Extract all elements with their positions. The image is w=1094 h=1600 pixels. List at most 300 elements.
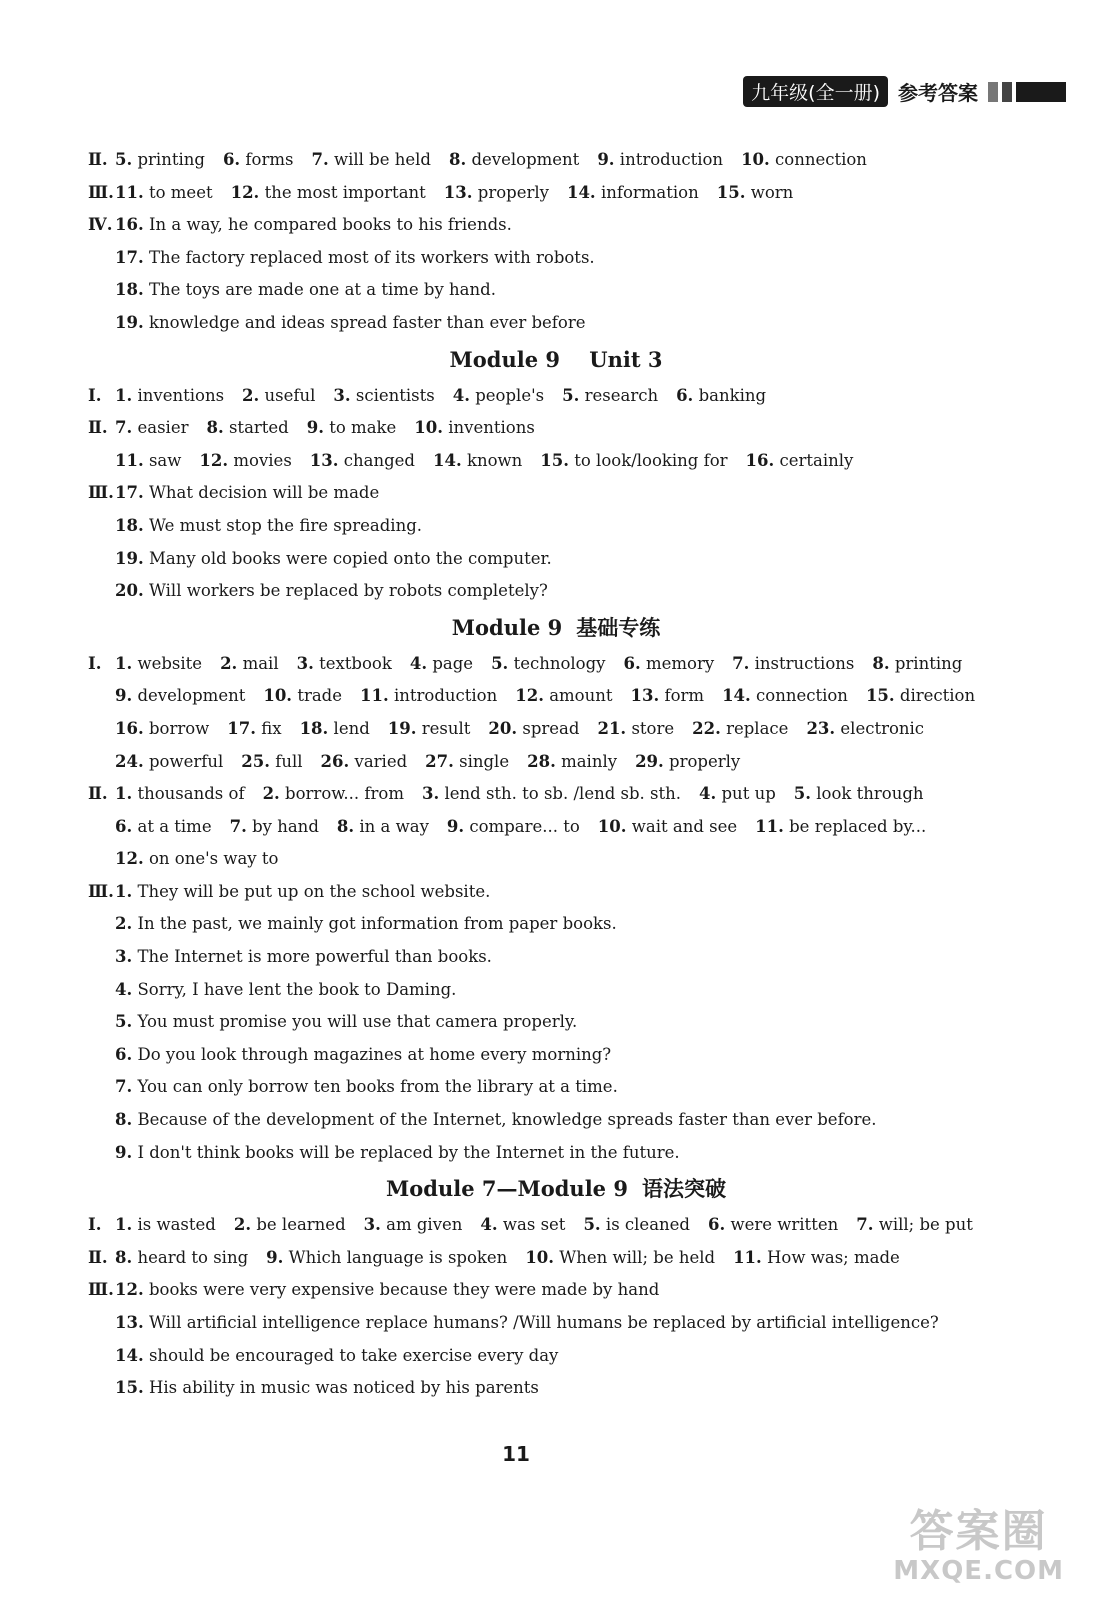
answer-number: 6. <box>676 385 694 405</box>
answer-number: 12. <box>515 686 544 706</box>
answer-item <box>115 307 586 340</box>
answer-item <box>337 811 429 844</box>
answer-text: development <box>471 150 580 169</box>
answer-number: 5. <box>491 653 509 673</box>
answer-text: known <box>466 450 523 470</box>
answer-line <box>88 1209 1054 1242</box>
answer-number: 8. <box>115 1110 133 1130</box>
answer-number: 10. <box>263 686 293 706</box>
answer-text: memory <box>645 653 715 673</box>
answer-number: 19. <box>115 312 144 332</box>
answer-item <box>676 380 766 413</box>
answer-number: 24. <box>115 751 144 771</box>
answer-number: 15. <box>540 450 569 470</box>
answer-number: 27. <box>425 751 454 771</box>
answer-item <box>231 177 426 210</box>
answer-text: was set <box>502 1215 566 1235</box>
answer-number: 7. <box>115 1077 133 1097</box>
answer-item <box>388 713 471 746</box>
answer-line <box>88 1274 1054 1307</box>
answer-item <box>115 941 492 974</box>
answer-text: lend <box>333 718 370 738</box>
deco-square <box>1002 82 1012 102</box>
answer-item <box>597 713 674 746</box>
answer-number: 20. <box>488 718 518 738</box>
answer-number: 9. <box>115 686 133 706</box>
answer-text: thousands of <box>137 784 245 804</box>
answer-item <box>115 380 224 413</box>
answer-item <box>115 974 456 1007</box>
answer-number: 5. <box>583 1215 601 1235</box>
answer-number: 2. <box>242 385 260 405</box>
answer-item <box>115 1039 611 1072</box>
section-numeral: Ⅰ. <box>88 1215 102 1235</box>
answer-text: at a time <box>137 816 212 836</box>
answer-number: 4. <box>452 385 470 405</box>
heading-text: Module 7—Module 9 <box>386 1176 628 1202</box>
answer-text: electronic <box>840 718 925 738</box>
answer-number: 14. <box>722 686 751 706</box>
answer-item <box>433 445 522 478</box>
answer-item <box>115 1006 577 1039</box>
answer-number: 11. <box>755 816 784 836</box>
answer-number: 11. <box>115 182 144 202</box>
answer-text: by hand <box>252 816 319 836</box>
heading-chinese: 基础专练 <box>576 615 661 640</box>
answer-number: 1. <box>115 653 133 673</box>
answer-item <box>115 412 188 445</box>
section-numeral: Ⅱ. <box>88 150 108 169</box>
answer-item <box>115 811 212 844</box>
grade-label: 九年级(全一册) <box>743 76 888 107</box>
answer-number: 2. <box>233 1215 252 1235</box>
answer-item <box>321 746 408 779</box>
answer-text: properly <box>477 182 549 202</box>
answer-line <box>88 445 1054 478</box>
answer-item <box>425 746 509 779</box>
answer-number: 4. <box>699 784 717 804</box>
answer-item <box>115 648 202 681</box>
answer-number: 2. <box>115 914 133 934</box>
answer-text: The Internet is more powerful than books. <box>137 947 492 967</box>
answer-text: in a way <box>359 816 429 836</box>
section-heading <box>88 340 1054 380</box>
answer-line <box>88 974 1054 1007</box>
answer-number: 14. <box>115 1345 144 1365</box>
section-numeral: Ⅱ. <box>88 1247 108 1267</box>
answer-text: certainly <box>779 450 854 470</box>
answer-text: research <box>584 385 659 405</box>
answer-text: replace <box>726 718 789 738</box>
heading-text: Module 9 <box>451 614 563 640</box>
answer-text: Will workers be replaced by robots completely? <box>148 581 548 601</box>
answer-line <box>88 575 1054 608</box>
answer-item <box>631 680 705 713</box>
answer-text: be replaced by... <box>789 816 927 836</box>
answer-number: 16. <box>115 718 144 738</box>
answer-number: 10. <box>525 1247 555 1267</box>
answer-number: 16. <box>115 215 144 235</box>
answer-item <box>230 811 319 844</box>
answer-number: 19. <box>387 718 417 738</box>
answer-number: 12. <box>230 182 260 202</box>
answer-number: 26. <box>320 751 350 771</box>
answer-item <box>567 177 699 210</box>
answer-text: forms <box>245 150 294 169</box>
answer-item <box>562 380 658 413</box>
watermark <box>893 1508 1064 1586</box>
answer-item <box>449 144 579 177</box>
answer-text: be learned <box>256 1215 346 1235</box>
answer-item <box>115 1307 939 1340</box>
answer-text: introduction <box>393 686 498 706</box>
answer-item <box>266 1242 507 1275</box>
answer-line <box>88 307 1054 340</box>
answer-text: inventions <box>448 418 535 438</box>
answer-number: 21. <box>597 718 627 738</box>
answer-number: 3. <box>333 385 351 405</box>
answer-number: 1. <box>115 1215 133 1235</box>
answer-item <box>115 543 552 576</box>
answer-line <box>88 1137 1054 1170</box>
answer-number: 10. <box>741 150 770 169</box>
answer-number: 11. <box>115 450 144 470</box>
answer-item <box>794 778 924 811</box>
answer-content <box>88 144 1054 1405</box>
answer-line <box>88 1104 1054 1137</box>
page-header <box>743 76 1066 107</box>
answer-text: I don't think books will be replaced by the Internet in the future. <box>137 1142 680 1162</box>
answer-item <box>746 445 854 478</box>
answer-item <box>115 843 278 876</box>
answer-item <box>115 144 205 177</box>
section-numeral: Ⅱ. <box>88 418 108 438</box>
answer-item <box>310 445 415 478</box>
answer-number: 18. <box>299 718 329 738</box>
answer-number: 3. <box>296 653 314 673</box>
answer-number: 1. <box>115 881 133 901</box>
answer-line <box>88 177 1054 210</box>
answer-item <box>115 680 245 713</box>
answer-number: 11. <box>733 1247 762 1267</box>
answer-text: heard to sing <box>137 1247 249 1267</box>
answer-item <box>115 575 548 608</box>
answer-number: 7. <box>311 150 329 169</box>
answer-item <box>115 746 223 779</box>
answer-text: Which language is spoken <box>288 1247 508 1267</box>
answer-number: 7. <box>229 816 247 836</box>
answer-line <box>88 941 1054 974</box>
answer-number: 4. <box>480 1215 498 1235</box>
answer-text: lend sth. to sb. /lend sb. sth. <box>444 784 682 804</box>
answer-text: His ability in music was noticed by his parents <box>148 1378 539 1398</box>
answer-text: textbook <box>319 653 392 673</box>
answer-text: instructions <box>754 653 855 673</box>
answer-line <box>88 908 1054 941</box>
answer-number: 8. <box>206 418 224 438</box>
answer-text: knowledge and ideas spread faster than ever before <box>148 312 586 332</box>
answer-line <box>88 274 1054 307</box>
answer-item <box>856 1209 973 1242</box>
answer-item <box>360 680 497 713</box>
answer-text: Will artificial intelligence replace humans? /Will humans be replaced by artificial intelligence? <box>148 1313 939 1332</box>
answer-text: movies <box>233 450 292 470</box>
answer-line <box>88 1242 1054 1275</box>
answer-number: 4. <box>409 653 428 673</box>
answer-text: single <box>459 751 510 771</box>
heading-chinese: 语法突破 <box>641 1177 726 1202</box>
answer-text: look through <box>816 784 924 804</box>
answer-text: changed <box>343 450 415 470</box>
answer-number: 19. <box>115 548 144 568</box>
answer-text: Because of the development of the Internet, knowledge spreads faster than ever before. <box>137 1110 877 1130</box>
answer-text: full <box>275 751 303 771</box>
answer-number: 22. <box>692 718 721 738</box>
answer-item <box>115 274 496 307</box>
answer-line <box>88 1372 1054 1405</box>
answer-text: compare... to <box>469 816 580 836</box>
answer-item <box>311 144 431 177</box>
answer-item <box>115 1340 558 1373</box>
answer-number: 7. <box>732 653 750 673</box>
answer-item <box>623 648 714 681</box>
answer-text: mainly <box>561 751 618 771</box>
answer-item <box>115 1071 618 1104</box>
answer-text: What decision will be made <box>148 483 380 503</box>
answer-item <box>297 648 392 681</box>
answer-item <box>422 778 681 811</box>
answer-number: 28. <box>527 751 556 771</box>
answer-item <box>722 680 848 713</box>
answer-text: store <box>631 718 675 738</box>
answer-item <box>733 1242 900 1275</box>
answer-text: should be encouraged to take exercise every day <box>148 1345 559 1365</box>
answer-text: will; be put <box>878 1215 973 1235</box>
answer-text: introduction <box>619 150 724 169</box>
answer-number: 1. <box>115 385 133 405</box>
answer-item <box>115 778 245 811</box>
answer-number: 12. <box>199 450 229 470</box>
answer-number: 13. <box>115 1313 144 1332</box>
answer-number: 15. <box>115 1378 144 1398</box>
answer-number: 12. <box>115 849 144 869</box>
answer-item <box>410 648 473 681</box>
answer-line <box>88 380 1054 413</box>
answer-item <box>717 177 794 210</box>
answer-item <box>583 1209 690 1242</box>
answer-line <box>88 876 1054 909</box>
answer-number: 2. <box>262 784 280 804</box>
answer-item <box>741 144 867 177</box>
answer-item <box>242 380 315 413</box>
answer-item <box>300 713 370 746</box>
answer-number: 17. <box>115 483 144 503</box>
answer-number: 29. <box>635 751 664 771</box>
answer-item <box>115 1372 539 1405</box>
answer-item <box>447 811 580 844</box>
section-numeral: Ⅲ. <box>88 881 114 901</box>
answer-text: direction <box>899 686 976 706</box>
answer-item <box>115 908 617 941</box>
answer-number: 5. <box>115 150 133 169</box>
answer-number: 9. <box>115 1142 133 1162</box>
answer-line <box>88 746 1054 779</box>
answer-item <box>491 648 605 681</box>
answer-item <box>453 380 544 413</box>
answer-item <box>806 713 924 746</box>
answer-text: When will; be held <box>559 1247 716 1267</box>
answer-number: 8. <box>448 150 467 169</box>
answer-item <box>115 713 209 746</box>
answer-number: 2. <box>220 653 238 673</box>
answer-number: 13. <box>630 686 660 706</box>
answer-text: saw <box>148 450 182 470</box>
answer-item <box>540 445 727 478</box>
answer-number: 5. <box>115 1012 133 1032</box>
answer-line <box>88 713 1054 746</box>
answer-text: They will be put up on the school website. <box>137 881 491 901</box>
answer-number: 9. <box>306 418 324 438</box>
answer-item <box>480 1209 565 1242</box>
answer-line <box>88 242 1054 275</box>
answer-item <box>732 648 854 681</box>
answer-item <box>115 1209 216 1242</box>
answer-number: 9. <box>266 1247 284 1267</box>
answer-item <box>227 713 281 746</box>
answer-text: to meet <box>148 182 213 202</box>
answer-text: In the past, we mainly got information from paper books. <box>137 914 617 934</box>
answer-item <box>708 1209 838 1242</box>
answer-text: In a way, he compared books to his friends. <box>148 215 512 235</box>
answer-text: spread <box>522 718 580 738</box>
answer-item <box>115 1274 659 1307</box>
answer-item <box>307 412 397 445</box>
answer-number: 6. <box>623 653 641 673</box>
answer-line <box>88 648 1054 681</box>
answer-text: amount <box>549 686 613 706</box>
answer-item <box>598 811 737 844</box>
answer-number: 5. <box>562 385 580 405</box>
deco-square <box>988 82 998 102</box>
answer-number: 11. <box>360 686 389 706</box>
answer-item <box>699 778 776 811</box>
answer-text: development <box>137 686 246 706</box>
answer-text: easier <box>137 418 189 438</box>
answer-item <box>263 778 404 811</box>
answer-text: form <box>664 686 705 706</box>
answer-item <box>206 412 288 445</box>
answer-text: scientists <box>355 385 435 405</box>
answer-text: technology <box>513 653 606 673</box>
section-heading <box>88 608 1054 648</box>
answer-number: 3. <box>421 784 440 804</box>
answer-text: to look/looking for <box>574 450 728 470</box>
answer-text: powerful <box>148 751 224 771</box>
answer-text: will be held <box>333 150 431 169</box>
answer-number: 9. <box>597 150 615 169</box>
answer-text: books were very expensive because they were made by hand <box>148 1280 660 1300</box>
answer-text: varied <box>354 751 408 771</box>
answer-line <box>88 680 1054 713</box>
answer-item <box>692 713 788 746</box>
answer-line <box>88 412 1054 445</box>
section-numeral: Ⅰ. <box>88 385 102 405</box>
answer-item <box>755 811 926 844</box>
answer-item <box>364 1209 463 1242</box>
answer-number: 1. <box>115 784 133 804</box>
answer-number: 15. <box>865 686 895 706</box>
answer-number: 8. <box>336 816 355 836</box>
answer-number: 10. <box>597 816 627 836</box>
answer-number: 17. <box>227 718 257 738</box>
answer-item <box>115 445 181 478</box>
header-decoration <box>988 82 1066 102</box>
answer-text: properly <box>669 751 741 771</box>
answer-item <box>241 746 302 779</box>
deco-bar <box>1016 82 1066 102</box>
answer-line <box>88 843 1054 876</box>
answer-text: website <box>137 653 203 673</box>
answer-item <box>635 746 740 779</box>
answer-text: mail <box>242 653 279 673</box>
answer-number: 15. <box>716 182 746 202</box>
section-heading <box>88 1169 1054 1209</box>
answer-number: 25. <box>241 751 270 771</box>
answer-text: inventions <box>137 385 225 405</box>
answer-number: 17. <box>115 247 144 267</box>
answer-line <box>88 543 1054 576</box>
section-numeral: Ⅲ. <box>88 182 114 202</box>
answer-text: We must stop the fire spreading. <box>148 515 423 535</box>
answer-line <box>88 510 1054 543</box>
answer-text: printing <box>137 150 205 169</box>
answer-item <box>525 1242 715 1275</box>
answer-text: How was; made <box>767 1247 900 1267</box>
answer-number: 8. <box>115 1247 133 1267</box>
answer-item <box>199 445 291 478</box>
answer-text: connection <box>775 150 867 169</box>
answer-item <box>115 1242 248 1275</box>
answer-item <box>115 177 213 210</box>
answer-item <box>223 144 294 177</box>
answer-text: You must promise you will use that camera properly. <box>137 1012 578 1032</box>
answer-text: put up <box>721 784 776 804</box>
answer-text: were written <box>730 1215 839 1235</box>
section-numeral: Ⅰ. <box>88 653 102 673</box>
answer-text: worn <box>750 182 794 202</box>
answer-text: wait and see <box>631 816 738 836</box>
answer-line <box>88 811 1054 844</box>
answer-text: The factory replaced most of its workers with robots. <box>148 247 595 267</box>
answer-text: information <box>600 182 699 202</box>
answer-item <box>597 144 723 177</box>
answer-item <box>488 713 579 746</box>
answer-number: 5. <box>793 784 811 804</box>
page-number: 11 <box>502 1442 530 1466</box>
answer-item <box>444 177 549 210</box>
answer-line <box>88 1340 1054 1373</box>
answer-text: Many old books were copied onto the computer. <box>148 548 552 568</box>
answer-text: useful <box>264 385 316 405</box>
answer-text: am given <box>386 1215 463 1235</box>
answer-item <box>220 648 279 681</box>
answer-number: 7. <box>856 1215 874 1235</box>
answer-text: printing <box>894 653 963 673</box>
answer-text: on one's way to <box>148 849 279 869</box>
answer-text: is wasted <box>137 1215 216 1235</box>
answer-item <box>234 1209 346 1242</box>
section-numeral: Ⅳ. <box>88 215 113 235</box>
